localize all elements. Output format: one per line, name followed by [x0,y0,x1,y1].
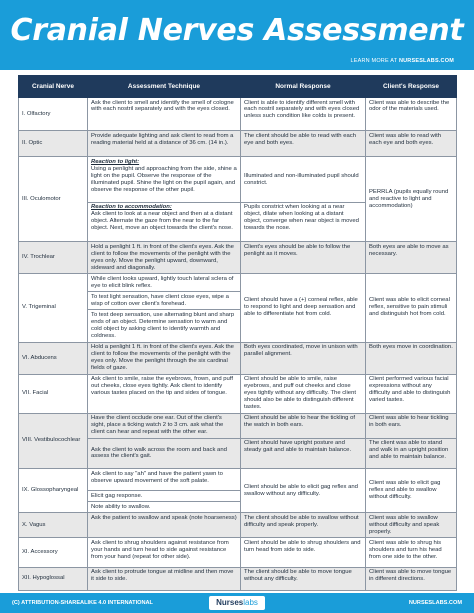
technique-cell: Ask the client to smell and identify the smell of cologne with each nostril separately and with the eyes closed. [88,98,241,131]
column-header-technique: Assessment Technique [88,76,241,98]
client-response-cell: Client was able to elicit gag reflex and able to swallow without difficulty. [366,469,457,513]
client-response-cell: The client was able to stand and walk in an upright position and able to maintain balance. [366,438,457,468]
nerve-name: XII. Hypoglossal [19,567,88,590]
normal-response-cell: Both eyes coordinated, move in unison with parallel alignment. [241,342,366,374]
table-row [19,538,457,567]
client-response-cell: Client was able to hear tickling in both ears. [366,413,457,438]
nurseslabs-logo[interactable] [209,596,265,610]
technique-cell [88,157,241,202]
client-response-cell: Client was able to swallow without difficulty and speak properly. [366,513,457,538]
cranial-nerves-table [18,75,456,591]
learn-more-site: NURSESLABS.COM [398,58,454,64]
technique-cell: Provide adequate lighting and ask client to read from a reading material held at a distance of 36 cm. (14 in.). [88,131,241,157]
client-response-cell: Client was able to describe the odor of the materials used. [366,98,457,131]
technique-cell: Ask client to smile, raise the eyebrows, frown, and puff out cheeks, close eyes tightly. Ask client to identify various tastes placed on the tip and sides of tongue. [88,374,241,413]
table-row [19,274,457,292]
logo-sub: labs [243,598,258,607]
technique-cell: Ask client to protrude tongue at midline and then move it side to side. [88,567,241,590]
technique-cell: Ask the client to walk across the room and back and assess the client's gait. [88,438,241,468]
client-response-cell: Client performed various facial expressions without any difficulty and able to distinguish varied tastes. [366,374,457,413]
table-row [19,469,457,491]
table-row [19,342,457,374]
nerve-name: I. Olfactory [19,98,88,131]
nerve-name: II. Optic [19,131,88,157]
technique-subtitle: Reaction to light: [91,158,140,165]
normal-response-cell: The client should be able to move tongue without any difficulty. [241,567,366,590]
nerve-name: IV. Trochlear [19,242,88,274]
technique-cell: Hold a penlight 1 ft. in front of the client's eyes. Ask the client to follow the movements of the penlight with the eyes only. Move the penlight upward, downward, sideward and diagonally. [88,242,241,274]
learn-more-prefix: LEARN MORE AT [350,58,398,64]
table-row [19,131,457,157]
technique-cell: Elicit gag response. [88,491,241,502]
technique-cell [88,202,241,241]
table-row [19,374,457,413]
normal-response-cell: Illuminated and non-illuminated pupil should constrict. [241,157,366,202]
technique-cell: To test deep sensation, use alternating blunt and sharp ends of an object. Determine sensation to warm and cold object by asking client to identify warmth and coldness. [88,310,241,342]
learn-more-link[interactable] [350,58,454,64]
table-row [19,242,457,274]
technique-cell: Have the client occlude one ear. Out of the client's sight, place a ticking watch 2 to 3 cm. ask what the client can hear and repeat with the other ear. [88,413,241,438]
technique-cell: Hold a penlight 1 ft. in front of the client's eyes. Ask the client to follow the movements of the penlight with the eyes only. Move the penlight through the six cardinal fields of gaze. [88,342,241,374]
technique-cell: To test light sensation, have client close eyes, wipe a wisp of cotton over client's forehead. [88,292,241,310]
normal-response-cell: The client should be able to read with each eye and both eyes. [241,131,366,157]
license-text: (C) ATTRIBUTION-SHAREALIKE 4.0 INTERNATIONAL [12,600,153,606]
table-row [19,413,457,438]
nerve-name: IX. Glossopharyngeal [19,469,88,513]
normal-response-cell: Client should be able to shrug shoulders and turn head from side to side. [241,538,366,567]
client-response-cell: Client was able to shrug his shoulders and turn his head from one side to the other. [366,538,457,567]
normal-response-cell: The client should be able to swallow without difficulty and speak properly. [241,513,366,538]
table-row [19,567,457,590]
normal-response-cell: Client should be able to hear the tickling of the watch in both ears. [241,413,366,438]
nerve-name: VIII. Vestibulocochlear [19,413,88,468]
technique-cell: While client looks upward, lightly touch lateral sclera of eye to elicit blink reflex. [88,274,241,292]
normal-response-cell: Client's eyes should be able to follow the penlight as it moves. [241,242,366,274]
normal-response-cell: Client is able to identify different smell with each nostril separately and with eyes closed unless such condition like colds is present. [241,98,366,131]
table-row [19,513,457,538]
nerve-name: VI. Abducens [19,342,88,374]
header-banner [0,0,474,70]
normal-response-cell: Client should be able to smile, raise eyebrows, and puff out cheeks and close eyes tightly without any difficulty. The client should also be able to distinguish different tastes. [241,374,366,413]
technique-text: Ask client to look at a near object and then at a distant object. Alternate the gaze from the near to the far object. Next, move an object towards the client's nose. [91,211,233,232]
nerve-name: V. Trigeminal [19,274,88,342]
normal-response-cell: Client should have a (+) corneal reflex, able to respond to light and deep sensation and able to differentiate hot from cold. [241,274,366,342]
footer-bar [0,593,474,613]
client-response-cell: Both eyes are able to move as necessary. [366,242,457,274]
table-header-row [19,76,457,98]
page-title: Cranial Nerves Assessment [10,13,464,48]
logo-main: Nurses [216,598,244,607]
technique-text: Using a penlight and approaching from the side, shine a light on the pupil. Observe the response of the illuminated pupil. Shine the light on the pupil again, and observe the response of the other pupil. [91,165,237,193]
table-row [19,98,457,131]
normal-response-cell: Client should have upright posture and steady gait and able to maintain balance. [241,438,366,468]
nerve-name: XI. Accessory [19,538,88,567]
technique-subtitle: Reaction to accommodation: [91,204,172,211]
nerve-name: VII. Facial [19,374,88,413]
table-row [19,157,457,202]
technique-cell: Ask the patient to swallow and speak (note hoarseness) [88,513,241,538]
technique-cell: Note ability to swallow. [88,502,241,513]
footer-site-link[interactable]: NURSESLABS.COM [408,600,462,606]
nerve-name: III. Oculomotor [19,157,88,242]
client-response-cell: Client was able to move tongue in different directions. [366,567,457,590]
column-header-normal: Normal Response [241,76,366,98]
column-header-nerve: Cranial Nerve [19,76,88,98]
technique-cell: Ask client to shrug shoulders against resistance from your hands and turn head to side against resistance from your hand (repeat for other side). [88,538,241,567]
technique-cell: Ask client to say "ah" and have the patient yawn to observe upward movement of the soft palate. [88,469,241,491]
client-response-cell: PERRLA (pupils equally round and reactive to light and accommodation) [366,157,457,242]
client-response-cell: Client was able to read with each eye and both eyes. [366,131,457,157]
column-header-client: Client's Response [366,76,457,98]
client-response-cell: Client was able to elicit corneal reflex, sensitive to pain stimuli and distinguish hot from cold. [366,274,457,342]
normal-response-cell: Pupils constrict when looking at a near object, dilate when looking at a distant object, converge when near object is moved towards the nose. [241,202,366,241]
normal-response-cell: Client should be able to elicit gag reflex and swallow without any difficulty. [241,469,366,513]
client-response-cell: Both eyes move in coordination. [366,342,457,374]
nerve-name: X. Vagus [19,513,88,538]
